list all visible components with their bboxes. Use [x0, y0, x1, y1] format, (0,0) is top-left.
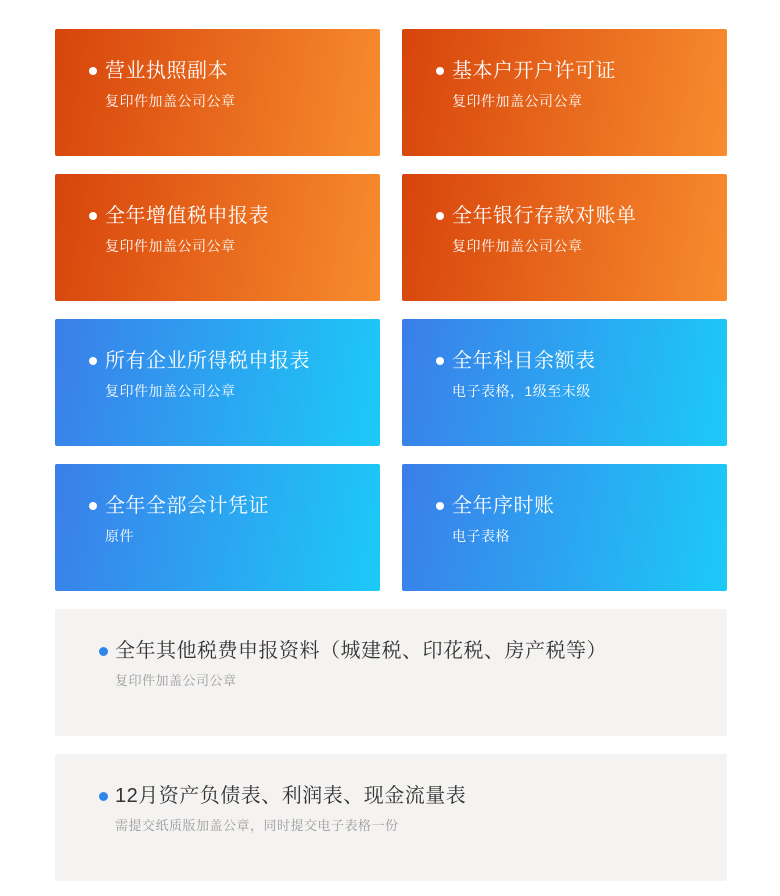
- card-title: 全年全部会计凭证: [105, 495, 269, 517]
- card-title: 全年序时账: [452, 495, 555, 517]
- card-subtitle: 复印件加盖公司公章: [105, 238, 236, 254]
- card-title: 基本户开户许可证: [452, 60, 616, 82]
- bullet-icon: [89, 67, 97, 75]
- card-title-row: [89, 350, 364, 372]
- card-title: 12月资产负债表、利润表、现金流量表: [115, 785, 467, 807]
- card-title-row: [436, 60, 711, 82]
- card-income-tax-returns: [55, 319, 380, 446]
- bullet-icon: [99, 792, 108, 801]
- card-subtitle: 原件: [105, 528, 134, 544]
- card-account-opening-permit: [402, 29, 727, 156]
- card-business-license: [55, 29, 380, 156]
- bullet-icon: [436, 67, 444, 75]
- card-title: 全年银行存款对账单: [452, 205, 637, 227]
- bullet-icon: [436, 357, 444, 365]
- card-title-row: [89, 205, 364, 227]
- card-subtitle: 复印件加盖公司公章: [452, 238, 583, 254]
- card-subtitle: 电子表格，1级至末级: [452, 383, 591, 399]
- card-title: 营业执照副本: [105, 60, 228, 82]
- card-subtitle: 复印件加盖公司公章: [452, 93, 583, 109]
- card-title-row: [436, 495, 711, 517]
- card-subtitle: 复印件加盖公司公章: [105, 383, 236, 399]
- card-subtitle: 复印件加盖公司公章: [105, 93, 236, 109]
- card-title-row: [99, 640, 711, 662]
- bullet-icon: [99, 647, 108, 656]
- bullet-icon: [436, 502, 444, 510]
- card-subtitle: 需提交纸质版加盖公章，同时提交电子表格一份: [115, 818, 399, 833]
- card-title-row: [89, 495, 364, 517]
- card-title-row: [436, 205, 711, 227]
- card-title: 全年增值税申报表: [105, 205, 269, 227]
- card-subtitle: 电子表格: [452, 528, 510, 544]
- bullet-icon: [436, 212, 444, 220]
- card-account-balance-sheet: [402, 319, 727, 446]
- card-journal-ledger: [402, 464, 727, 591]
- card-title-row: [89, 60, 364, 82]
- document-card-grid: [55, 29, 727, 881]
- card-title-row: [436, 350, 711, 372]
- card-bank-statements: [402, 174, 727, 301]
- card-accounting-vouchers: [55, 464, 380, 591]
- card-financial-statements: [55, 754, 727, 881]
- card-subtitle: 复印件加盖公司公章: [115, 673, 237, 688]
- card-vat-returns: [55, 174, 380, 301]
- bullet-icon: [89, 357, 97, 365]
- card-title: 全年科目余额表: [452, 350, 596, 372]
- bullet-icon: [89, 502, 97, 510]
- card-other-tax-filings: [55, 609, 727, 736]
- card-title-row: [99, 785, 711, 807]
- card-title: 全年其他税费申报资料（城建税、印花税、房产税等）: [115, 640, 607, 662]
- bullet-icon: [89, 212, 97, 220]
- card-title: 所有企业所得税申报表: [105, 350, 310, 372]
